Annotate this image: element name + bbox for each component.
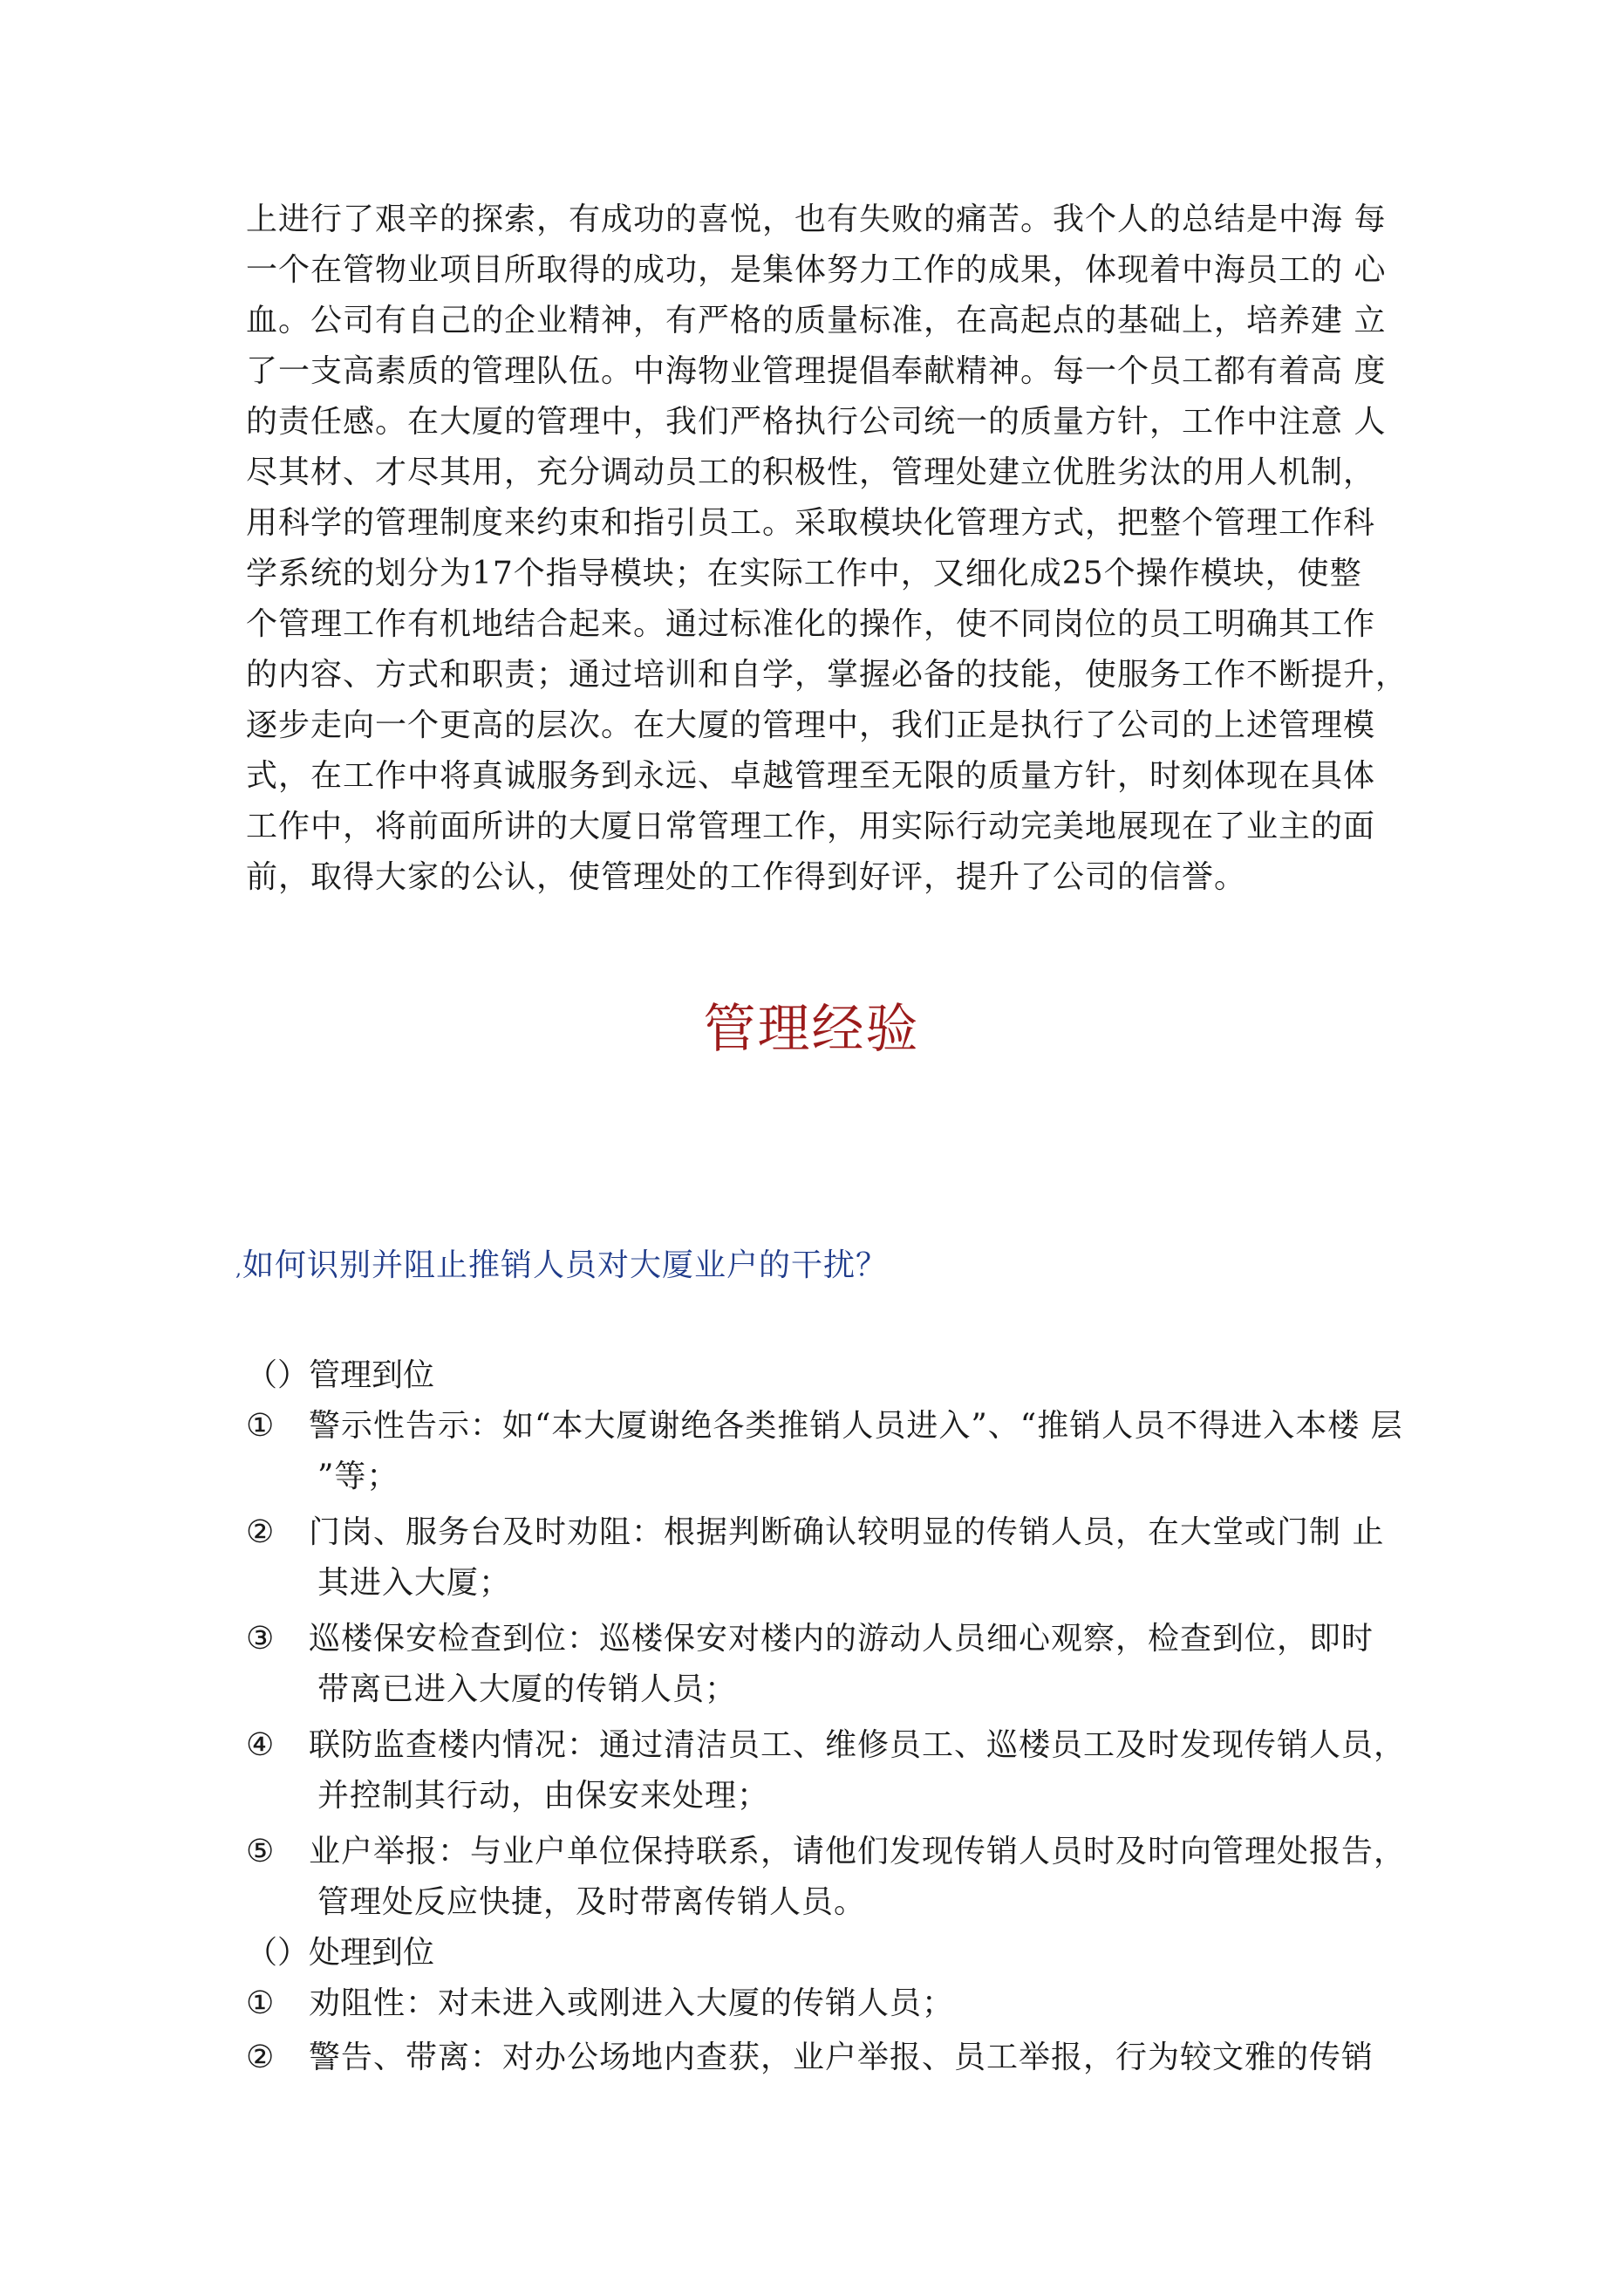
list-item-line: 警告、带离：对办公场地内查获，业户举报、员工举报，行为较文雅的传销 <box>309 2040 1374 2075</box>
question-text: 如何识别并阻止推销人员对大厦业户的干扰？ <box>242 1247 889 1283</box>
list-item-text <box>309 1827 1415 1928</box>
paragraph-line: 尽其材、才尽其用，充分调动员工的积极性，管理处建立优胜劣汰的用人机制， <box>246 454 1376 490</box>
paragraph-line: 前，取得大家的公认，使管理处的工作得到好评，提升了公司的信誉。 <box>246 859 1247 895</box>
list-item-line: 门岗、服务台及时劝阻：根据判断确认较明显的传销人员，在大堂或门制 止 <box>309 1514 1385 1550</box>
list-item-text <box>309 1507 1415 1609</box>
subsection-title-handling: （）处理到位 <box>246 1935 435 1971</box>
list-item-text <box>309 1720 1415 1821</box>
list-item-line: 带离已进入大厦的传销人员； <box>317 1671 738 1707</box>
list-item-line: 业户举报：与业户单位保持联系，请他们发现传销人员时及时向管理处报告， <box>309 1834 1407 1869</box>
paragraph-line: 用科学的管理制度来约束和指引员工。采取模块化管理方式，把整个管理工作科 <box>246 505 1376 541</box>
question-mark-glyph: , <box>235 1259 242 1281</box>
list-item-number: ③ <box>246 1621 275 1657</box>
list-item-number: ① <box>246 1985 275 2021</box>
paragraph-line: 血。公司有自己的企业精神，有严格的质量标准，在高起点的基础上，培养建 立 <box>246 303 1387 338</box>
list-item-number: ⑤ <box>246 1834 275 1869</box>
paragraph-line: 一个在管物业项目所取得的成功，是集体努力工作的成果，体现着中海员工的 心 <box>246 252 1387 288</box>
list-item-line: 劝阻性：对未进入或刚进入大厦的传销人员； <box>309 1985 955 2021</box>
list-item-line: 管理处反应快捷，及时带离传销人员。 <box>317 1884 867 1920</box>
list-item-text <box>309 1614 1415 1715</box>
paragraph-line: 学系统的划分为17个指导模块；在实际工作中，又细化成25个操作模块，使整 <box>246 556 1362 591</box>
paragraph-line: 上进行了艰辛的探索，有成功的喜悦，也有失败的痛苦。我个人的总结是中海 每 <box>246 202 1387 237</box>
body-paragraph <box>246 195 1415 903</box>
list-item-number: ② <box>246 2040 275 2075</box>
list-item-line: 联防监查楼内情况：通过清洁员工、维修员工、巡楼员工及时发现传销人员， <box>309 1727 1407 1763</box>
paragraph-line: 的内容、方式和职责；通过培训和自学，掌握必备的技能，使服务工作不断提升， <box>246 657 1408 693</box>
list-item-text <box>309 1978 1415 2029</box>
list-item-line: 其进入大厦； <box>317 1565 512 1601</box>
paragraph-line: 工作中，将前面所讲的大厦日常管理工作，用实际行动完美地展现在了业主的面 <box>246 809 1376 844</box>
list-item-text <box>309 1401 1415 1502</box>
list-item-line: 巡楼保安检查到位：巡楼保安对楼内的游动人员细心观察，检查到位，即时 <box>309 1621 1374 1657</box>
paragraph-line: 个管理工作有机地结合起来。通过标准化的操作，使不同岗位的员工明确其工作 <box>246 606 1376 642</box>
list-item-number: ④ <box>246 1727 275 1763</box>
subsection-title-management: （）管理到位 <box>246 1357 435 1393</box>
paragraph-line: 了一支高素质的管理队伍。中海物业管理提倡奉献精神。每一个员工都有着高 度 <box>246 353 1387 389</box>
list-item-line: 警示性告示：如“本大厦谢绝各类推销人员进入”、“推销人员不得进入本楼 层 <box>309 1408 1403 1444</box>
list-item-number: ② <box>246 1514 275 1550</box>
paragraph-line: 逐步走向一个更高的层次。在大厦的管理中，我们正是执行了公司的上述管理模 <box>246 707 1376 743</box>
list-item-text <box>309 2033 1415 2083</box>
paragraph-line: 式，在工作中将真诚服务到永远、卓越管理至无限的质量方针，时刻体现在具体 <box>246 758 1376 794</box>
question-heading <box>235 1240 888 1295</box>
list-item-line: 并控制其行动，由保安来处理； <box>317 1778 770 1814</box>
section-heading: 管理经验 <box>703 999 920 1060</box>
paragraph-line: 的责任感。在大厦的管理中，我们严格执行公司统一的质量方针，工作中注意 人 <box>246 404 1387 440</box>
list-item-line: ”等； <box>317 1459 399 1494</box>
list-item-number: ① <box>246 1408 275 1444</box>
